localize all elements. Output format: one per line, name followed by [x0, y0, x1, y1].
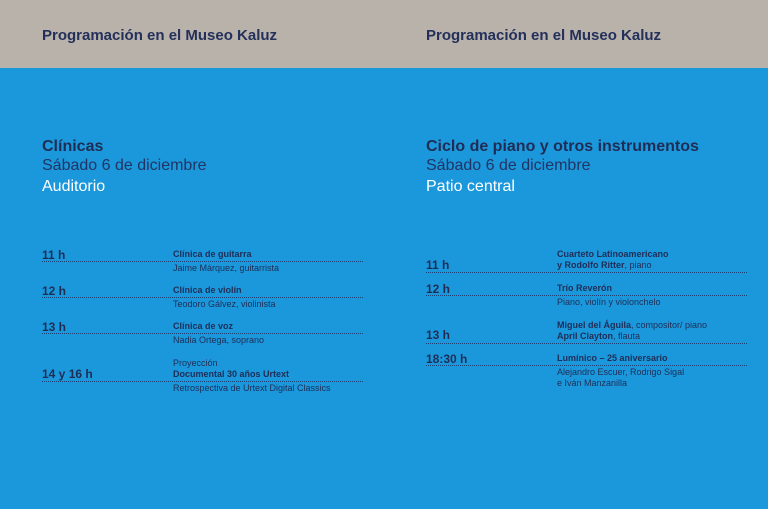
- performer-role: , compositor/ piano: [631, 320, 708, 330]
- performer-role: , piano: [624, 260, 652, 270]
- event-title: Documental 30 años Urtext: [173, 369, 290, 379]
- schedule-time: 12 h: [42, 284, 67, 298]
- performer-name: y Rodolfo Ritter: [557, 260, 625, 270]
- event-title: Lumínico – 25 aniversario: [557, 353, 668, 363]
- event-performer: [557, 331, 640, 341]
- event-title: Clínica de voz: [173, 321, 234, 331]
- dotted-divider: [426, 272, 747, 273]
- event-performer: Retrospectiva de Urtext Digital Classics: [173, 383, 331, 393]
- event-performer: e Iván Manzanilla: [557, 378, 628, 388]
- dotted-divider: [42, 333, 363, 334]
- piano-cycle-place: Patio central: [426, 178, 515, 195]
- event-title: Clínica de guitarra: [173, 249, 252, 259]
- event-title: Clínica de violín: [173, 285, 242, 295]
- event-category: Proyección: [173, 358, 218, 368]
- event-performer: Teodoro Gálvez, violinista: [173, 299, 276, 309]
- clinics-place: Auditorio: [42, 178, 106, 195]
- piano-cycle-date: Sábado 6 de diciembre: [426, 157, 591, 174]
- dotted-divider: [426, 365, 747, 366]
- left-page-title: Programación en el Museo Kaluz: [42, 27, 278, 44]
- event-detail: Piano, violín y violonchelo: [557, 297, 661, 307]
- schedule-time: 11 h: [42, 248, 66, 262]
- event-performer: Jaime Márquez, guitarrista: [173, 263, 280, 273]
- clinics-title: Clínicas: [42, 138, 104, 155]
- schedule-time: 12 h: [426, 282, 451, 296]
- dotted-divider: [42, 261, 363, 262]
- right-page-title: Programación en el Museo Kaluz: [426, 27, 662, 44]
- performer-name: Miguel del Águila: [557, 320, 632, 330]
- clinics-column: [42, 0, 372, 509]
- dotted-divider: [42, 297, 363, 298]
- event-performer: [557, 260, 652, 270]
- schedule-time: 14 y 16 h: [42, 367, 93, 381]
- schedule-time: 11 h: [426, 258, 450, 272]
- piano-cycle-title: Ciclo de piano y otros instrumentos: [426, 138, 699, 155]
- event-performer: Nadia Ortega, soprano: [173, 335, 265, 345]
- dotted-divider: [426, 295, 747, 296]
- event-title: Trío Reverón: [557, 283, 613, 293]
- event-performer: Alejandro Escuer, Rodrigo Sigal: [557, 367, 685, 377]
- schedule-time: 13 h: [426, 328, 451, 342]
- performer-name: April Clayton: [557, 331, 614, 341]
- dotted-divider: [426, 343, 747, 344]
- piano-cycle-column: [426, 0, 756, 509]
- performer-role: , flauta: [613, 331, 641, 341]
- schedule-time: 13 h: [42, 320, 67, 334]
- event-title: Cuarteto Latinoamericano: [557, 249, 669, 259]
- clinics-date: Sábado 6 de diciembre: [42, 157, 207, 174]
- schedule-time: 18:30 h: [426, 352, 468, 366]
- dotted-divider: [42, 381, 363, 382]
- event-performer: [557, 320, 707, 330]
